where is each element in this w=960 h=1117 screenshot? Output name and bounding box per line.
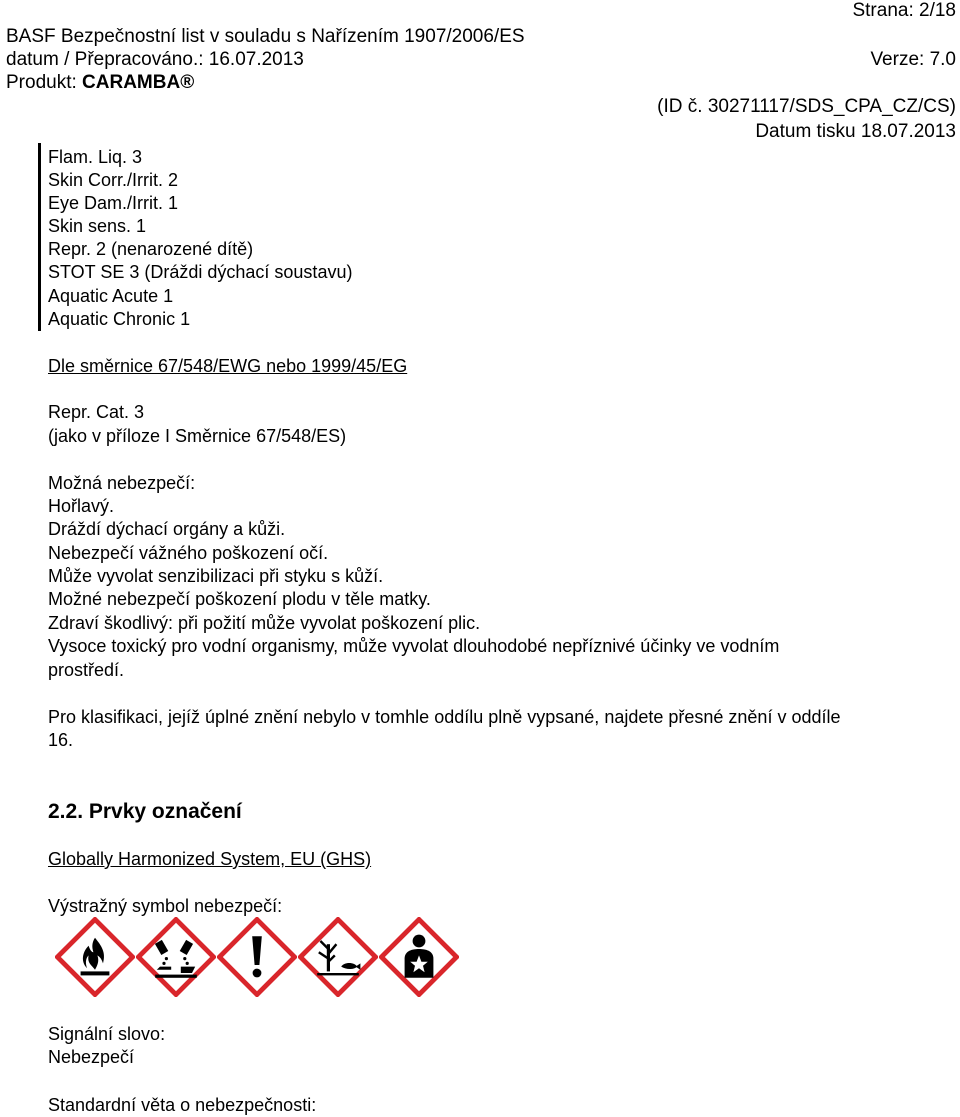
hazard-phrase: Nebezpečí vážného poškození očí. xyxy=(48,543,329,563)
signal-word: Nebezpečí xyxy=(48,1047,135,1067)
ghs-heading: Globally Harmonized System, EU (GHS) xyxy=(48,849,372,869)
hazards-label: Možná nebezpečí: xyxy=(48,473,196,493)
hazard-phrase: Může vyvolat senzibilizaci při styku s kůží. xyxy=(48,566,384,586)
classification-item: Repr. 2 (nenarozené dítě) xyxy=(48,239,254,259)
classification-item: Aquatic Chronic 1 xyxy=(48,309,191,329)
hazard-phrase: Dráždí dýchací orgány a kůži. xyxy=(48,519,286,539)
section-title: 2.2. Prvky označení xyxy=(48,800,242,823)
hazard-phrase: Vysoce toxický pro vodní organismy, může vyvolat dlouhodobé nepříznivé účinky ve vodním xyxy=(48,636,780,656)
print-date: Datum tisku 18.07.2013 xyxy=(755,121,956,142)
exclamation-icon xyxy=(217,917,297,997)
document-id: (ID č. 30271117/SDS_CPA_CZ/CS) xyxy=(657,96,956,117)
health-hazard-icon xyxy=(379,917,459,997)
classification-item: Skin Corr./Irrit. 2 xyxy=(48,170,179,190)
flame-icon xyxy=(55,917,135,997)
classification-item: Skin sens. 1 xyxy=(48,216,147,236)
revision-date: datum / Přepracováno.: 16.07.2013 xyxy=(6,49,304,70)
product-line xyxy=(6,72,194,94)
signal-word-label: Signální slovo: xyxy=(48,1024,166,1044)
product-prefix: Produkt: xyxy=(6,72,83,93)
classification-item: Aquatic Acute 1 xyxy=(48,286,174,306)
environment-icon xyxy=(298,917,378,997)
classification-note: Pro klasifikaci, jejíž úplné znění nebylo v tomhle oddílu plně vypsané, najdete přesné znění v oddíle xyxy=(48,707,841,727)
repr-category: Repr. Cat. 3 xyxy=(48,402,145,422)
hazard-phrase: Hořlavý. xyxy=(48,496,115,516)
document-title: BASF Bezpečnostní list v souladu s Nařízením 1907/2006/ES xyxy=(6,26,525,47)
classification-item: Flam. Liq. 3 xyxy=(48,147,143,167)
hazard-phrase: prostředí. xyxy=(48,660,125,680)
annex-note: (jako v příloze I Směrnice 67/548/ES) xyxy=(48,426,347,446)
pictograms-label: Výstražný symbol nebezpečí: xyxy=(48,896,283,916)
classification-note-continued: 16. xyxy=(48,730,74,750)
directive-heading: Dle směrnice 67/548/EWG nebo 1999/45/EG xyxy=(48,356,408,376)
change-bar xyxy=(38,143,41,331)
corrosion-icon xyxy=(136,917,216,997)
product-name: CARAMBA® xyxy=(82,72,195,93)
hazard-statement-label: Standardní věta o nebezpečnosti: xyxy=(48,1095,317,1115)
classification-item: Eye Dam./Irrit. 1 xyxy=(48,193,179,213)
classification-item: STOT SE 3 (Dráždi dýchací soustavu) xyxy=(48,262,353,282)
hazard-phrase: Možné nebezpečí poškození plodu v těle matky. xyxy=(48,589,431,609)
hazard-phrase: Zdraví škodlivý: při požití může vyvolat poškození plic. xyxy=(48,613,481,633)
version: Verze: 7.0 xyxy=(870,49,956,70)
page-number: Strana: 2/18 xyxy=(852,0,956,21)
